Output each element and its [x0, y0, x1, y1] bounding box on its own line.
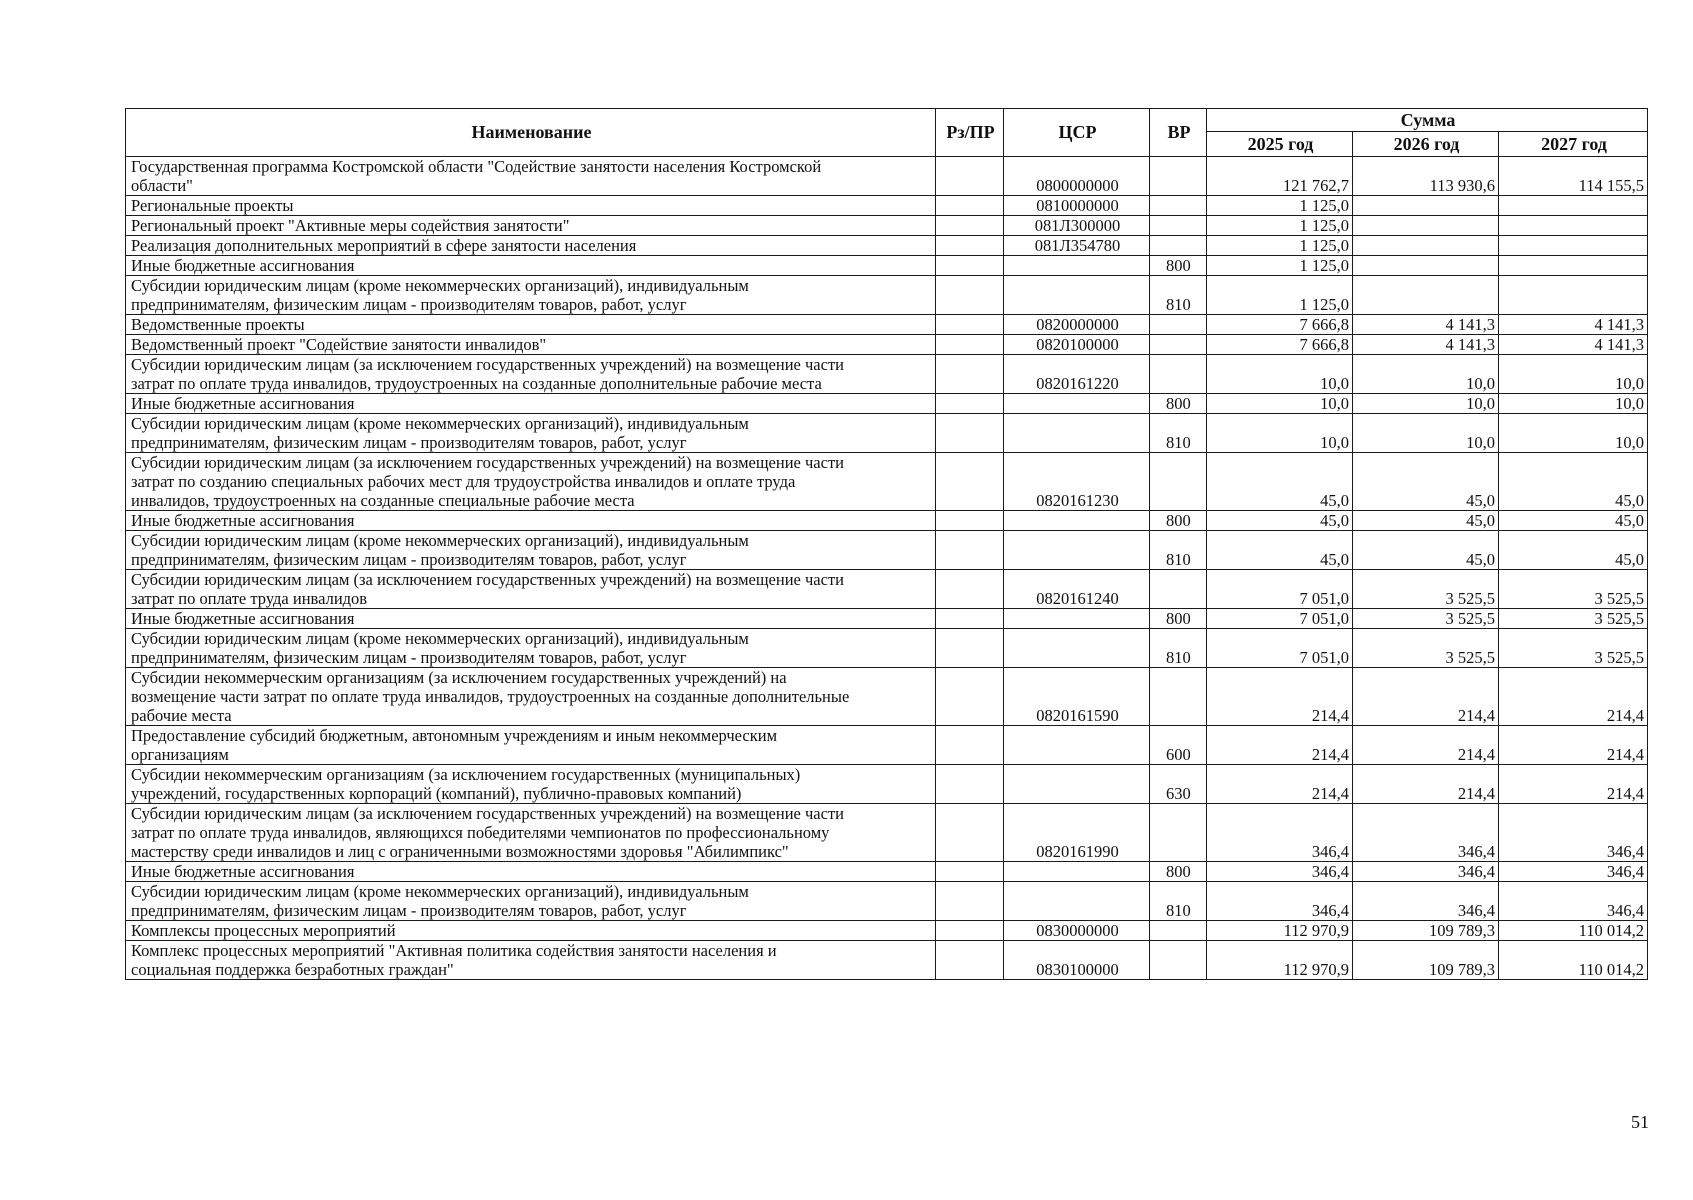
cell-sum-2026: 346,4 — [1353, 862, 1499, 882]
cell-sum-2025: 10,0 — [1207, 414, 1353, 453]
cell-sum-2026: 214,4 — [1353, 668, 1499, 726]
cell-sum-2025: 45,0 — [1207, 453, 1353, 511]
cell-sum-2025: 7 666,8 — [1207, 335, 1353, 355]
cell-sum-2025: 7 051,0 — [1207, 609, 1353, 629]
cell-name: Предоставление субсидий бюджетным, автономным учреждениям и иным некоммерческим организациям — [126, 726, 936, 765]
cell-vr — [1150, 804, 1207, 862]
budget-table — [125, 108, 1648, 980]
cell-vr: 600 — [1150, 726, 1207, 765]
cell-sum-2025: 214,4 — [1207, 668, 1353, 726]
cell-name: Ведомственный проект "Содействие занятости инвалидов" — [126, 335, 936, 355]
cell-name: Иные бюджетные ассигнования — [126, 609, 936, 629]
cell-csr: 0810000000 — [1004, 196, 1150, 216]
header-row-top — [126, 109, 1648, 132]
table-row — [126, 216, 1648, 236]
cell-vr: 810 — [1150, 276, 1207, 315]
cell-rzpr — [936, 335, 1004, 355]
table-row — [126, 196, 1648, 216]
cell-sum-2025: 112 970,9 — [1207, 941, 1353, 980]
cell-csr: 081Л300000 — [1004, 216, 1150, 236]
cell-sum-2027: 4 141,3 — [1499, 335, 1648, 355]
cell-name: Субсидии юридическим лицам (кроме некоммерческих организаций), индивидуальным предпринимателям, физическим лицам - производителям товаров, работ, услуг — [126, 629, 936, 668]
cell-vr — [1150, 157, 1207, 196]
header-name: Наименование — [126, 109, 936, 157]
cell-sum-2027 — [1499, 196, 1648, 216]
cell-rzpr — [936, 157, 1004, 196]
cell-rzpr — [936, 862, 1004, 882]
cell-sum-2027: 45,0 — [1499, 511, 1648, 531]
cell-csr: 0820161220 — [1004, 355, 1150, 394]
cell-sum-2026: 113 930,6 — [1353, 157, 1499, 196]
cell-rzpr — [936, 276, 1004, 315]
cell-vr — [1150, 921, 1207, 941]
cell-sum-2027: 3 525,5 — [1499, 629, 1648, 668]
cell-sum-2027 — [1499, 276, 1648, 315]
cell-sum-2027 — [1499, 236, 1648, 256]
cell-rzpr — [936, 196, 1004, 216]
cell-sum-2026 — [1353, 216, 1499, 236]
cell-csr — [1004, 765, 1150, 804]
cell-sum-2027: 4 141,3 — [1499, 315, 1648, 335]
cell-name: Субсидии юридическим лицам (за исключением государственных учреждений) на возмещение части затрат по созданию специальных рабочих мест для трудоустройства инвалидов и оплате труда инвалидов, трудоустроенных на созданные специальные рабочие места — [126, 453, 936, 511]
cell-sum-2025: 1 125,0 — [1207, 196, 1353, 216]
table-row — [126, 531, 1648, 570]
cell-sum-2026: 45,0 — [1353, 453, 1499, 511]
cell-sum-2025: 121 762,7 — [1207, 157, 1353, 196]
cell-sum-2025: 346,4 — [1207, 804, 1353, 862]
cell-rzpr — [936, 629, 1004, 668]
page-number: 51 — [1631, 1112, 1649, 1132]
cell-sum-2026: 3 525,5 — [1353, 570, 1499, 609]
cell-sum-2026: 4 141,3 — [1353, 335, 1499, 355]
cell-csr — [1004, 882, 1150, 921]
cell-sum-2025: 214,4 — [1207, 765, 1353, 804]
cell-name: Комплекс процессных мероприятий "Активная политика содействия занятости населения и социальная поддержка безработных граждан" — [126, 941, 936, 980]
cell-sum-2027: 346,4 — [1499, 882, 1648, 921]
cell-rzpr — [936, 531, 1004, 570]
cell-csr: 0800000000 — [1004, 157, 1150, 196]
cell-vr — [1150, 570, 1207, 609]
cell-name: Государственная программа Костромской области "Содействие занятости населения Костромской области" — [126, 157, 936, 196]
table-body — [126, 157, 1648, 980]
cell-sum-2026: 10,0 — [1353, 394, 1499, 414]
table-row — [126, 511, 1648, 531]
cell-csr: 0820100000 — [1004, 335, 1150, 355]
cell-vr — [1150, 315, 1207, 335]
cell-vr: 630 — [1150, 765, 1207, 804]
cell-sum-2027: 114 155,5 — [1499, 157, 1648, 196]
cell-csr — [1004, 726, 1150, 765]
cell-sum-2026: 109 789,3 — [1353, 941, 1499, 980]
cell-rzpr — [936, 216, 1004, 236]
header-sum: Сумма — [1207, 109, 1648, 132]
table-row — [126, 315, 1648, 335]
cell-vr — [1150, 453, 1207, 511]
cell-rzpr — [936, 804, 1004, 862]
cell-csr — [1004, 629, 1150, 668]
table-row — [126, 335, 1648, 355]
cell-sum-2026: 214,4 — [1353, 765, 1499, 804]
table-row — [126, 862, 1648, 882]
cell-csr: 0820161990 — [1004, 804, 1150, 862]
cell-sum-2025: 45,0 — [1207, 531, 1353, 570]
cell-sum-2026: 214,4 — [1353, 726, 1499, 765]
cell-sum-2026 — [1353, 236, 1499, 256]
cell-sum-2026 — [1353, 256, 1499, 276]
cell-csr — [1004, 414, 1150, 453]
table-row — [126, 921, 1648, 941]
cell-sum-2026: 10,0 — [1353, 355, 1499, 394]
cell-sum-2025: 45,0 — [1207, 511, 1353, 531]
cell-rzpr — [936, 921, 1004, 941]
cell-sum-2025: 10,0 — [1207, 394, 1353, 414]
cell-sum-2027 — [1499, 256, 1648, 276]
cell-sum-2027: 10,0 — [1499, 394, 1648, 414]
cell-csr — [1004, 531, 1150, 570]
cell-rzpr — [936, 453, 1004, 511]
cell-sum-2027: 110 014,2 — [1499, 941, 1648, 980]
cell-name: Иные бюджетные ассигнования — [126, 256, 936, 276]
cell-name: Субсидии юридическим лицам (за исключением государственных учреждений) на возмещение части затрат по оплате труда инвалидов, являющихся победителями чемпионатов по профессиональному мастерству среди инвалидов и лиц с ограниченными возможностями здоровья "Абилимпикс" — [126, 804, 936, 862]
cell-rzpr — [936, 355, 1004, 394]
cell-csr — [1004, 394, 1150, 414]
table-row — [126, 276, 1648, 315]
cell-csr: 0820161590 — [1004, 668, 1150, 726]
cell-sum-2026: 346,4 — [1353, 804, 1499, 862]
cell-sum-2027: 346,4 — [1499, 862, 1648, 882]
cell-rzpr — [936, 882, 1004, 921]
cell-sum-2025: 10,0 — [1207, 355, 1353, 394]
cell-vr — [1150, 216, 1207, 236]
header-csr: ЦСР — [1004, 109, 1150, 157]
cell-rzpr — [936, 726, 1004, 765]
cell-csr: 0820161240 — [1004, 570, 1150, 609]
header-year-2025: 2025 год — [1207, 132, 1353, 157]
table-row — [126, 157, 1648, 196]
cell-name: Субсидии юридическим лицам (кроме некоммерческих организаций), индивидуальным предпринимателям, физическим лицам - производителям товаров, работ, услуг — [126, 882, 936, 921]
cell-csr: 0820161230 — [1004, 453, 1150, 511]
cell-vr: 800 — [1150, 394, 1207, 414]
cell-sum-2027 — [1499, 216, 1648, 236]
cell-vr: 800 — [1150, 511, 1207, 531]
cell-sum-2026: 109 789,3 — [1353, 921, 1499, 941]
cell-sum-2026: 45,0 — [1353, 511, 1499, 531]
table-row — [126, 629, 1648, 668]
cell-sum-2026: 3 525,5 — [1353, 609, 1499, 629]
cell-name: Реализация дополнительных мероприятий в сфере занятости населения — [126, 236, 936, 256]
cell-sum-2026 — [1353, 276, 1499, 315]
cell-sum-2026: 346,4 — [1353, 882, 1499, 921]
table-row — [126, 726, 1648, 765]
cell-sum-2027: 346,4 — [1499, 804, 1648, 862]
cell-name: Субсидии юридическим лицам (кроме некоммерческих организаций), индивидуальным предпринимателям, физическим лицам - производителям товаров, работ, услуг — [126, 276, 936, 315]
cell-vr — [1150, 335, 1207, 355]
cell-sum-2025: 1 125,0 — [1207, 216, 1353, 236]
cell-sum-2025: 112 970,9 — [1207, 921, 1353, 941]
cell-name: Иные бюджетные ассигнования — [126, 394, 936, 414]
cell-csr — [1004, 862, 1150, 882]
cell-csr: 0830100000 — [1004, 941, 1150, 980]
cell-rzpr — [936, 256, 1004, 276]
cell-sum-2027: 3 525,5 — [1499, 570, 1648, 609]
cell-name: Субсидии юридическим лицам (за исключением государственных учреждений) на возмещение части затрат по оплате труда инвалидов, трудоустроенных на созданные дополнительные рабочие места — [126, 355, 936, 394]
cell-csr: 0820000000 — [1004, 315, 1150, 335]
cell-vr — [1150, 668, 1207, 726]
table-row — [126, 256, 1648, 276]
cell-vr — [1150, 236, 1207, 256]
cell-csr: 081Л354780 — [1004, 236, 1150, 256]
table-header — [126, 109, 1648, 157]
cell-name: Региональный проект "Активные меры содействия занятости" — [126, 216, 936, 236]
cell-name: Ведомственные проекты — [126, 315, 936, 335]
table-row — [126, 453, 1648, 511]
cell-rzpr — [936, 511, 1004, 531]
cell-vr: 810 — [1150, 414, 1207, 453]
cell-rzpr — [936, 609, 1004, 629]
cell-sum-2027: 45,0 — [1499, 453, 1648, 511]
cell-sum-2027: 214,4 — [1499, 765, 1648, 804]
cell-vr: 800 — [1150, 256, 1207, 276]
cell-csr — [1004, 511, 1150, 531]
cell-sum-2025: 1 125,0 — [1207, 276, 1353, 315]
cell-sum-2027: 3 525,5 — [1499, 609, 1648, 629]
table-row — [126, 570, 1648, 609]
cell-name: Комплексы процессных мероприятий — [126, 921, 936, 941]
cell-sum-2027: 45,0 — [1499, 531, 1648, 570]
cell-rzpr — [936, 668, 1004, 726]
cell-vr — [1150, 355, 1207, 394]
cell-sum-2026: 10,0 — [1353, 414, 1499, 453]
table-row — [126, 941, 1648, 980]
cell-sum-2027: 10,0 — [1499, 355, 1648, 394]
table-row — [126, 668, 1648, 726]
table-row — [126, 804, 1648, 862]
cell-name: Субсидии юридическим лицам (за исключением государственных учреждений) на возмещение части затрат по оплате труда инвалидов — [126, 570, 936, 609]
cell-rzpr — [936, 941, 1004, 980]
cell-sum-2026: 3 525,5 — [1353, 629, 1499, 668]
cell-csr — [1004, 276, 1150, 315]
cell-name: Иные бюджетные ассигнования — [126, 862, 936, 882]
table-row — [126, 394, 1648, 414]
cell-sum-2025: 214,4 — [1207, 726, 1353, 765]
cell-sum-2027: 214,4 — [1499, 668, 1648, 726]
cell-sum-2025: 7 051,0 — [1207, 570, 1353, 609]
table-row — [126, 355, 1648, 394]
cell-sum-2027: 214,4 — [1499, 726, 1648, 765]
cell-rzpr — [936, 414, 1004, 453]
cell-rzpr — [936, 765, 1004, 804]
cell-csr: 0830000000 — [1004, 921, 1150, 941]
cell-vr: 810 — [1150, 882, 1207, 921]
header-year-2027: 2027 год — [1499, 132, 1648, 157]
table-row — [126, 236, 1648, 256]
cell-sum-2025: 7 051,0 — [1207, 629, 1353, 668]
cell-name: Иные бюджетные ассигнования — [126, 511, 936, 531]
cell-rzpr — [936, 315, 1004, 335]
table-row — [126, 609, 1648, 629]
cell-vr — [1150, 196, 1207, 216]
cell-sum-2025: 7 666,8 — [1207, 315, 1353, 335]
cell-vr — [1150, 941, 1207, 980]
cell-rzpr — [936, 236, 1004, 256]
header-rzpr: Рз/ПР — [936, 109, 1004, 157]
cell-vr: 800 — [1150, 609, 1207, 629]
header-vr: ВР — [1150, 109, 1207, 157]
cell-sum-2025: 1 125,0 — [1207, 236, 1353, 256]
cell-sum-2027: 10,0 — [1499, 414, 1648, 453]
cell-sum-2026: 4 141,3 — [1353, 315, 1499, 335]
cell-csr — [1004, 256, 1150, 276]
cell-rzpr — [936, 570, 1004, 609]
cell-sum-2026 — [1353, 196, 1499, 216]
cell-sum-2025: 346,4 — [1207, 862, 1353, 882]
table-row — [126, 882, 1648, 921]
cell-csr — [1004, 609, 1150, 629]
header-year-2026: 2026 год — [1353, 132, 1499, 157]
cell-name: Субсидии некоммерческим организациям (за исключением государственных (муниципальных) учреждений, государственных корпораций (компаний), публично-правовых компаний) — [126, 765, 936, 804]
cell-vr: 800 — [1150, 862, 1207, 882]
cell-rzpr — [936, 394, 1004, 414]
cell-name: Субсидии юридическим лицам (кроме некоммерческих организаций), индивидуальным предпринимателям, физическим лицам - производителям товаров, работ, услуг — [126, 414, 936, 453]
table-row — [126, 414, 1648, 453]
cell-vr: 810 — [1150, 629, 1207, 668]
cell-name: Субсидии некоммерческим организациям (за исключением государственных учреждений) на возмещение части затрат по оплате труда инвалидов, трудоустроенных на созданные дополнительные рабочие места — [126, 668, 936, 726]
cell-sum-2025: 1 125,0 — [1207, 256, 1353, 276]
cell-name: Субсидии юридическим лицам (кроме некоммерческих организаций), индивидуальным предпринимателям, физическим лицам - производителям товаров, работ, услуг — [126, 531, 936, 570]
cell-vr: 810 — [1150, 531, 1207, 570]
cell-sum-2027: 110 014,2 — [1499, 921, 1648, 941]
cell-sum-2025: 346,4 — [1207, 882, 1353, 921]
table-row — [126, 765, 1648, 804]
cell-name: Региональные проекты — [126, 196, 936, 216]
cell-sum-2026: 45,0 — [1353, 531, 1499, 570]
